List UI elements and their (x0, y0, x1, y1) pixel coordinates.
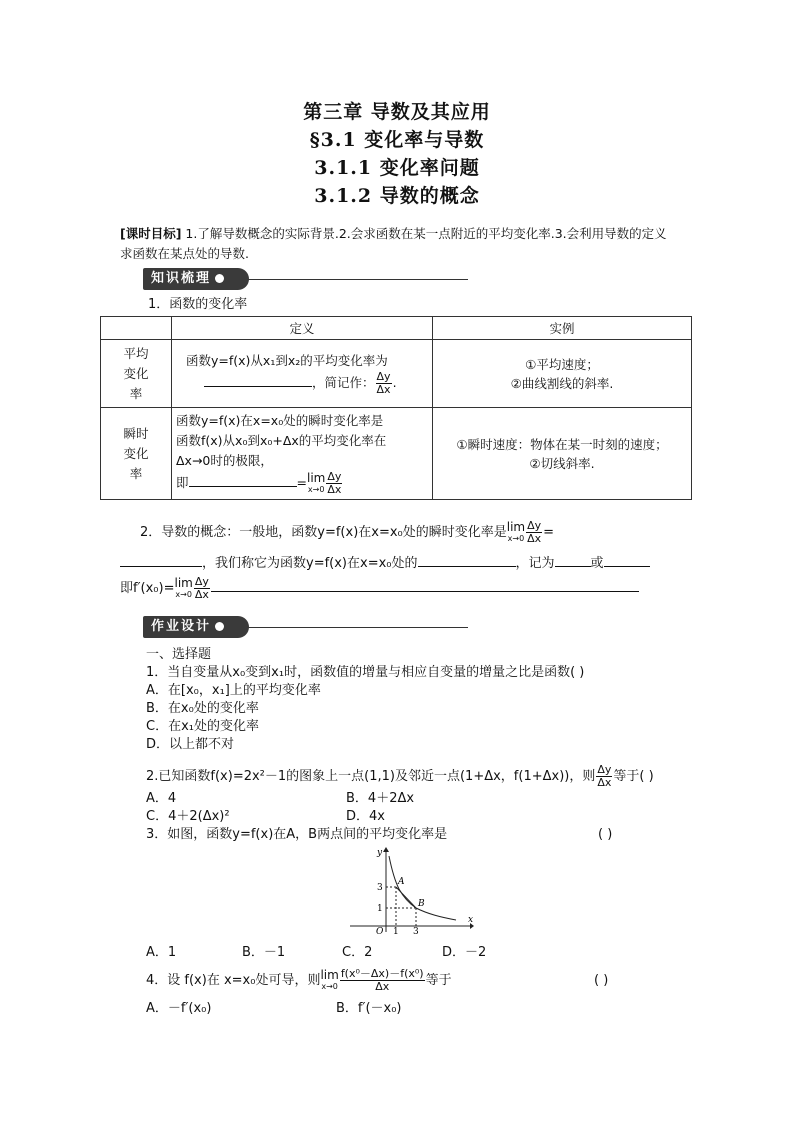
title-block (0, 98, 794, 210)
blank-line (120, 554, 202, 567)
rate-table (100, 316, 692, 500)
curve (389, 856, 456, 920)
limit: lim x→0 (320, 967, 339, 991)
table-header-blank (101, 317, 172, 340)
tick-label-y1: 1 (377, 904, 383, 914)
point-a-label: A (398, 877, 405, 887)
q1-option-b[interactable]: B．在x₀处的变化率 (146, 701, 259, 716)
fraction: $\frac{\Delta y}{\Delta x}$ (527, 519, 542, 545)
point-b-label: B (418, 899, 425, 909)
q3-option-a[interactable]: A．1 (146, 945, 177, 960)
y-arrow-icon (383, 847, 389, 852)
q2-option-d[interactable]: D．4x (346, 809, 385, 824)
knowledge-label: 知识梳理 (143, 268, 249, 290)
question-4: 4．设 f(x)在 x=x₀处可导，则 lim x→0 $\frac{\text{f(x⁰－Δx)－f(x⁰)}}{\Delta x}$ 等于 (146, 967, 452, 993)
blank-line (204, 374, 312, 387)
subsection-title-1: 3.1.1 变化率问题 (314, 157, 480, 179)
homework-label: 作业设计 (143, 616, 249, 638)
lesson-goal (120, 224, 675, 264)
question-2: 2.已知函数f(x)=2x²－1的图象上一点(1,1)及邻近一点(1+Δx，f(1+Δx))，则 $\frac{\Delta y}{\Delta x}$ 等于( ) (146, 763, 654, 789)
y-axis-label: y (377, 848, 383, 858)
table-header-row (101, 317, 692, 340)
item-2-line-3: 即f′(x₀)= lim x→0 $\frac{\Delta y}{\Delta x}$ (120, 576, 639, 601)
fraction: $\frac{\Delta y}{\Delta x}$ (597, 763, 612, 789)
question-1: 1．当自变量从x₀变到x₁时，函数值的增量与相应自变量的增量之比是函数( ) (146, 665, 585, 680)
row-name: 瞬时变化率 (101, 408, 172, 500)
table-header-example: 实例 (433, 317, 692, 340)
q4-option-a[interactable]: A．－f′(x₀) (146, 1001, 212, 1016)
origin-label: O (376, 927, 384, 934)
lesson-goal-text: 1.了解导数概念的实际背景.2.会求函数在某一点附近的平均变化率.3.会利用导数的定义求函数在某点处的导数. (120, 226, 667, 261)
limit: lim x→0 (506, 519, 526, 543)
q3-option-c[interactable]: C．2 (342, 945, 373, 960)
blank-line (418, 554, 516, 567)
limit: lim x→0 (174, 575, 193, 599)
fraction: $\frac{\Delta y}{\Delta x}$ (376, 370, 391, 396)
tick-label-y3: 3 (377, 883, 383, 893)
q1-option-a[interactable]: A．在[x₀，x₁]上的平均变化率 (146, 683, 321, 698)
q3-option-d[interactable]: D．－2 (442, 945, 487, 960)
table-row (101, 340, 692, 408)
blank-line (189, 474, 297, 487)
q3-answer-paren: ( ) (598, 827, 613, 842)
q1-option-c[interactable]: C．在x₁处的变化率 (146, 719, 259, 734)
fraction: $\frac{\Delta y}{\Delta x}$ (194, 575, 209, 601)
item-1: 1．函数的变化率 (148, 297, 248, 312)
lesson-goal-tag: [课时目标] (120, 226, 182, 241)
divider (243, 627, 468, 628)
limit: lim x→0 (307, 470, 326, 494)
row-example: ①平均速度； ②曲线割线的斜率. (433, 340, 692, 408)
q2-option-b[interactable]: B．4＋2Δx (346, 791, 415, 806)
q2-option-a[interactable]: A．4 (146, 791, 177, 806)
q4-answer-paren: ( ) (594, 973, 609, 988)
secant-line (396, 887, 416, 908)
fraction: $\frac{\text{f(x⁰－Δx)－f(x⁰)}}{\Delta x}$ (340, 967, 424, 993)
dot-icon (215, 622, 224, 631)
blank-line (211, 579, 639, 592)
row-name: 平均变化率 (101, 340, 172, 408)
tick-label-x1: 1 (393, 927, 399, 934)
function-graph (340, 846, 474, 934)
row-definition: 函数y=f(x)从x₁到x₂的平均变化率为 ，简记作： $\frac{\Delta y}{\Delta x}$ . (172, 340, 433, 408)
blank-line (555, 554, 591, 567)
table-row (101, 408, 692, 500)
q4-option-b[interactable]: B．f′(－x₀) (336, 1001, 402, 1016)
blank-line (604, 554, 650, 567)
fraction: $\frac{\Delta y}{\Delta x}$ (327, 470, 342, 496)
section-title: §3.1 变化率与导数 (309, 129, 485, 151)
item-2-line-2: ，我们称它为函数y=f(x)在x=x₀处的 ，记为 或 (120, 554, 650, 573)
homework-section-bar (143, 616, 468, 638)
tick-label-x3: 3 (413, 927, 419, 934)
divider (243, 279, 468, 280)
x-axis-label: x (468, 915, 474, 925)
question-3: 3．如图，函数y=f(x)在A，B两点间的平均变化率是 (146, 827, 448, 842)
q3-option-b[interactable]: B．－1 (242, 945, 286, 960)
q2-option-c[interactable]: C．4＋2(Δx)² (146, 809, 230, 824)
chapter-title: 第三章 导数及其应用 (303, 101, 491, 123)
table-header-definition: 定义 (172, 317, 433, 340)
part-heading: 一、选择题 (146, 647, 212, 662)
row-example: ①瞬时速度：物体在某一时刻的速度； ②切线斜率. (433, 408, 692, 500)
q1-option-d[interactable]: D．以上都不对 (146, 737, 235, 752)
dot-icon (215, 274, 224, 283)
subsection-title-2: 3.1.2 导数的概念 (314, 185, 480, 207)
knowledge-section-bar (143, 268, 468, 290)
item-2-line-1: 2．导数的概念：一般地，函数y=f(x)在x=x₀处的瞬时变化率是 lim x→0 $\frac{\Delta y}{\Delta x}$ = (140, 519, 555, 545)
row-definition: 函数y=f(x)在x=x₀处的瞬时变化率是 函数f(x)从x₀到x₀+Δx的平均变化率在 Δx→0时的极限， 即 = lim x→0 $\frac{\Delta y}{\Delta x}$ (172, 408, 433, 500)
